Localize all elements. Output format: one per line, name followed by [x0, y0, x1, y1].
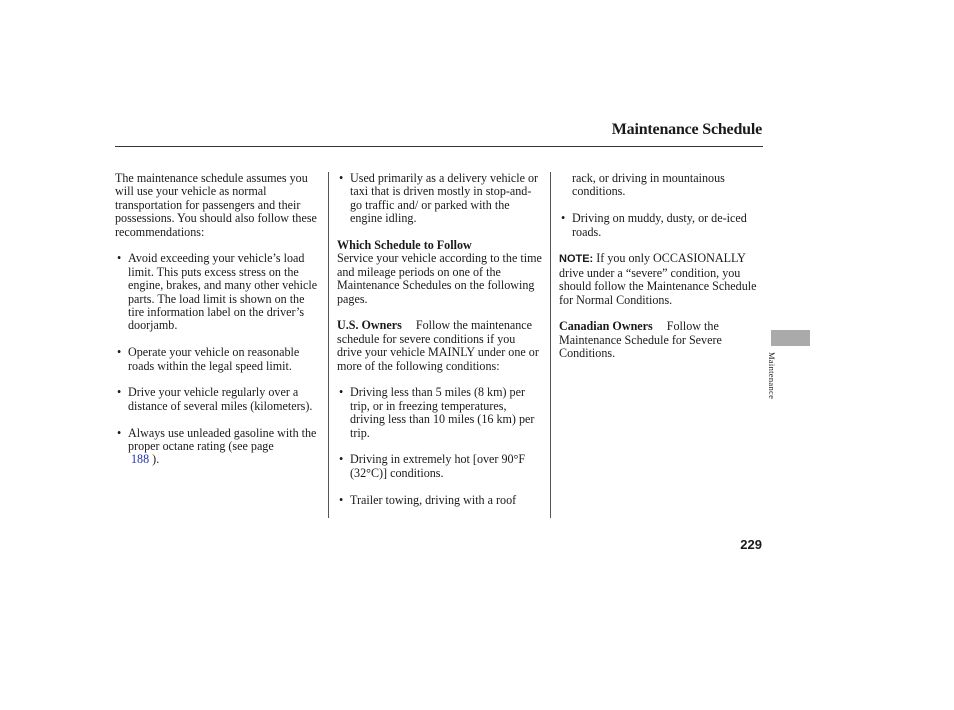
column-divider: [328, 172, 329, 518]
list-item: • Driving in extremely hot [over 90°F (32°C)] conditions.: [337, 453, 543, 480]
column-divider: [550, 172, 551, 518]
column-1: [115, 172, 321, 480]
note-paragraph: [559, 252, 765, 307]
us-owners-heading: U.S. Owners: [337, 318, 402, 333]
page-link-188[interactable]: 188: [131, 452, 150, 467]
column-2: [337, 172, 543, 520]
list-item: • Operate your vehicle on reasonable roads within the legal speed limit.: [115, 346, 321, 373]
list-item: [115, 427, 321, 467]
page-title: Maintenance Schedule: [611, 121, 762, 138]
section-tab-label: Maintenance: [767, 352, 777, 400]
us-owners-paragraph: [337, 319, 543, 373]
list-item: • Trailer towing, driving with a roof: [337, 494, 543, 507]
us-owners-text: Follow the maintenance schedule for severe conditions if you drive your vehicle MAINLY under one or more of the following conditions:: [337, 318, 539, 373]
note-text: If you only OCCASIONALLY drive under a “severe” condition, you should follow the Maintenance Schedule for Normal Conditions.: [559, 251, 757, 307]
list-item-end: ).: [152, 452, 160, 467]
list-item-text: Always use unleaded gasoline with the proper octane rating (see page: [128, 425, 317, 454]
canadian-owners-text: Follow the Maintenance Schedule for Severe Conditions.: [559, 319, 722, 361]
list-item: • Drive your vehicle regularly over a distance of several miles (kilometers).: [115, 386, 321, 413]
which-schedule-heading: Which Schedule to Follow: [337, 238, 472, 253]
page-number: 229: [740, 537, 762, 552]
section-tab: [771, 330, 810, 346]
continuation-text: rack, or driving in mountainous conditions.: [572, 171, 725, 199]
column-3: [559, 172, 765, 374]
which-schedule-text: Service your vehicle according to the time and mileage periods on one of the Maintenance Schedules on the following pages.: [337, 251, 542, 306]
list-item: • Driving less than 5 miles (8 km) per trip, or in freezing temperatures, driving less than 10 miles (16 km) per trip.: [337, 386, 543, 440]
list-item: • Avoid exceeding your vehicle’s load limit. This puts excess stress on the engine, brakes, and many other vehicle parts. The load limit is shown on the tire information label on the driver’s doorjamb.: [115, 252, 321, 332]
intro-paragraph: The maintenance schedule assumes you will use your vehicle as normal transportation for passengers and their possessions. You should also follow these recommendations:: [115, 171, 317, 239]
canadian-owners-heading: Canadian Owners: [559, 319, 653, 334]
list-item: • Driving on muddy, dusty, or de-iced roads.: [559, 212, 765, 239]
list-item: • Used primarily as a delivery vehicle or taxi that is driven mostly in stop-and-go traffic and/ or parked with the engine idling.: [337, 172, 543, 226]
note-label: NOTE:: [559, 253, 594, 266]
canadian-owners-paragraph: [559, 320, 765, 360]
header-rule: [115, 146, 763, 147]
